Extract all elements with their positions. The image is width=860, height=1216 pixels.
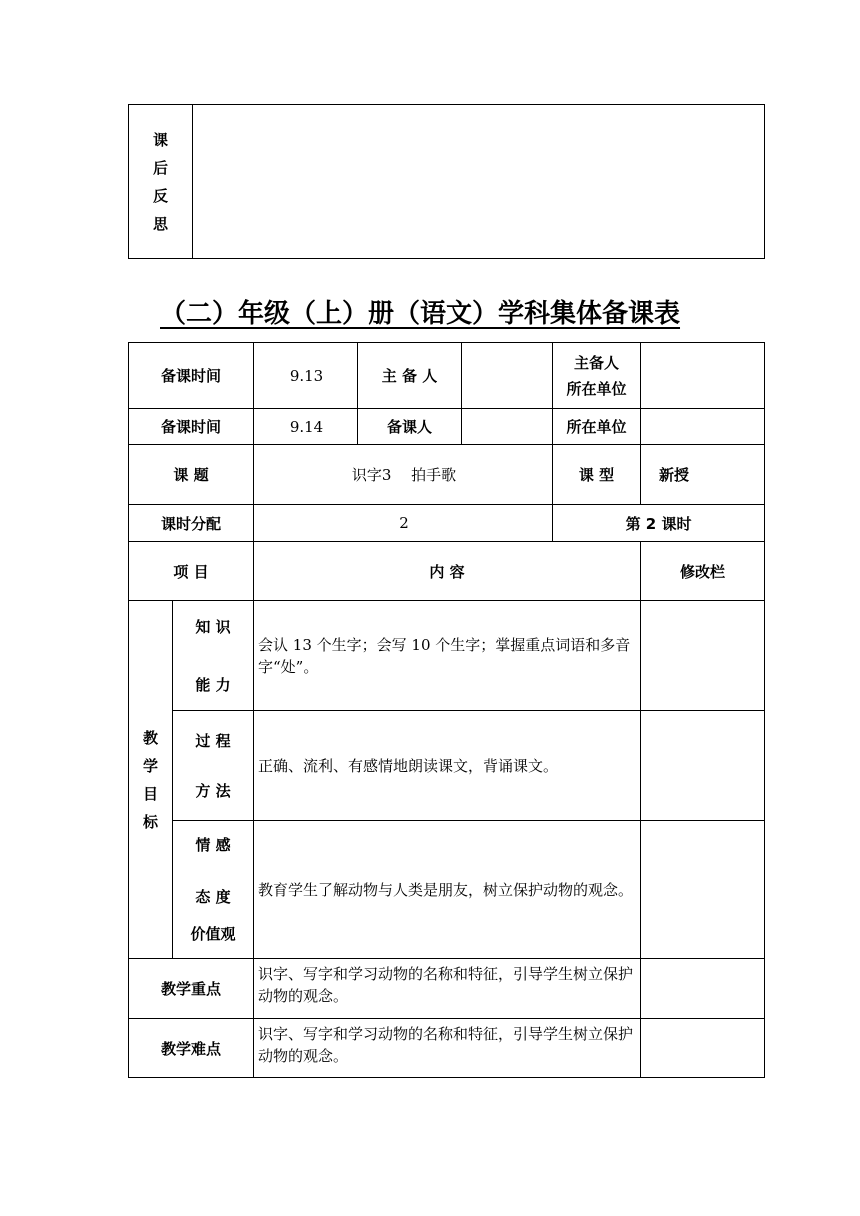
preparer-label: 备课人	[358, 409, 462, 445]
table-row	[129, 959, 765, 1019]
preparer-value[interactable]	[462, 409, 553, 445]
goal-label-line: 方 法	[195, 781, 231, 800]
key-points-label: 教学重点	[129, 959, 254, 1019]
prep-time-label: 备课时间	[129, 409, 254, 445]
table-row	[129, 343, 765, 409]
main-unit-label-line: 所在单位	[566, 379, 627, 398]
reflection-table	[128, 104, 765, 259]
goals-label-char: 目	[142, 784, 158, 803]
table-row	[129, 542, 765, 601]
hours-label: 课时分配	[129, 505, 254, 542]
topic-value[interactable]: 识字3 拍手歌	[254, 445, 553, 505]
knowledge-ability-content[interactable]: 会认 13 个生字；会写 10 个生字；掌握重点词语和多音字“处”。	[254, 601, 641, 711]
emotion-attitude-label	[173, 821, 254, 959]
revision-header: 修改栏	[641, 542, 765, 601]
emotion-attitude-content[interactable]: 教育学生了解动物与人类是朋友，树立保护动物的观念。	[254, 821, 641, 959]
reflection-content[interactable]	[193, 105, 765, 259]
difficulties-label: 教学难点	[129, 1019, 254, 1078]
process-method-content[interactable]: 正确、流利、有感情地朗读课文，背诵课文。	[254, 711, 641, 821]
lesson-plan-table	[128, 342, 765, 1078]
goal-label-line: 能 力	[195, 675, 231, 694]
table-row	[129, 505, 765, 542]
table-row	[129, 409, 765, 445]
reflection-label-char: 课	[152, 130, 168, 149]
difficulties-revision[interactable]	[641, 1019, 765, 1078]
table-row	[129, 1019, 765, 1078]
main-unit-label-line: 主备人	[574, 353, 620, 372]
goal-label-line: 过 程	[195, 731, 231, 750]
main-unit-value[interactable]	[641, 343, 765, 409]
difficulties-content[interactable]: 识字、写字和学习动物的名称和特征，引导学生树立保护动物的观念。	[254, 1019, 641, 1078]
table-row	[129, 711, 765, 821]
reflection-label-char: 反	[152, 186, 168, 205]
table-row	[129, 821, 765, 959]
goal-label-line: 情 感	[195, 836, 231, 854]
prep-time-value[interactable]: 9.14	[254, 409, 358, 445]
type-label: 课 型	[553, 445, 641, 505]
reflection-label	[129, 105, 193, 259]
process-method-label	[173, 711, 254, 821]
item-header: 项 目	[129, 542, 254, 601]
topic-label: 课 题	[129, 445, 254, 505]
content-header: 内 容	[254, 542, 641, 601]
main-preparer-value[interactable]	[462, 343, 553, 409]
goal-label-line: 知 识	[195, 617, 231, 636]
main-preparer-label: 主 备 人	[358, 343, 462, 409]
main-unit-label	[553, 343, 641, 409]
lesson-number: 第 2 课时	[553, 505, 765, 542]
goals-label-char: 教	[142, 728, 158, 747]
goals-label-char: 学	[142, 756, 158, 775]
unit-label: 所在单位	[553, 409, 641, 445]
table-row	[129, 601, 765, 711]
knowledge-ability-label	[173, 601, 254, 711]
prep-time-value[interactable]: 9.13	[254, 343, 358, 409]
knowledge-ability-revision[interactable]	[641, 601, 765, 711]
page-title: （二）年级（上）册（语文）学科集体备课表	[160, 299, 681, 329]
goal-label-line: 价值观	[190, 925, 236, 943]
goal-label-line: 态 度	[195, 888, 231, 906]
unit-value[interactable]	[641, 409, 765, 445]
type-value[interactable]: 新授	[641, 445, 765, 505]
emotion-attitude-revision[interactable]	[641, 821, 765, 959]
process-method-revision[interactable]	[641, 711, 765, 821]
hours-value[interactable]: 2	[254, 505, 553, 542]
goals-label	[129, 601, 173, 959]
prep-time-label: 备课时间	[129, 343, 254, 409]
key-points-content[interactable]: 识字、写字和学习动物的名称和特征，引导学生树立保护动物的观念。	[254, 959, 641, 1019]
key-points-revision[interactable]	[641, 959, 765, 1019]
reflection-label-char: 后	[152, 158, 168, 177]
goals-label-char: 标	[142, 812, 158, 831]
table-row	[129, 445, 765, 505]
reflection-label-char: 思	[152, 214, 168, 233]
